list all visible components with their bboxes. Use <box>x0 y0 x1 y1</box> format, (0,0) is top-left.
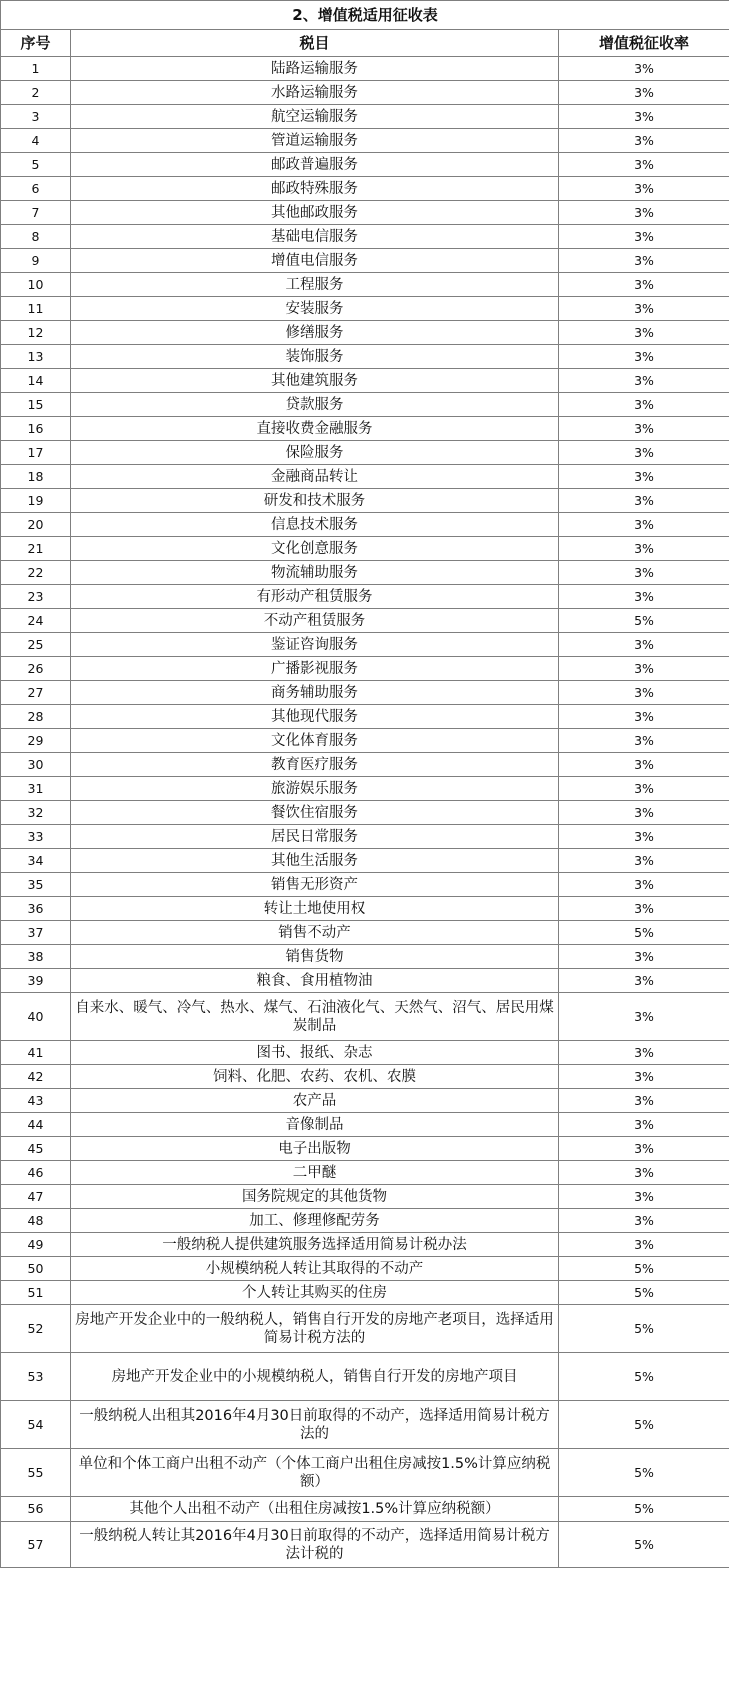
table-row <box>1 993 729 1041</box>
row-item: 一般纳税人转让其2016年4月30日前取得的不动产，选择适用简易计税方法计税的 <box>71 1522 559 1568</box>
row-rate: 3% <box>559 801 729 825</box>
row-item: 销售不动产 <box>71 921 559 945</box>
row-item: 国务院规定的其他货物 <box>71 1185 559 1209</box>
table-row <box>1 177 729 201</box>
row-item: 单位和个体工商户出租不动产（个体工商户出租住房减按1.5%计算应纳税额） <box>71 1449 559 1497</box>
title-row <box>1 1 729 30</box>
row-number: 49 <box>1 1233 71 1257</box>
row-item: 小规模纳税人转让其取得的不动产 <box>71 1257 559 1281</box>
row-item: 信息技术服务 <box>71 513 559 537</box>
row-rate: 5% <box>559 1449 729 1497</box>
row-number: 1 <box>1 57 71 81</box>
row-rate: 5% <box>559 1497 729 1522</box>
row-item: 研发和技术服务 <box>71 489 559 513</box>
row-item: 文化体育服务 <box>71 729 559 753</box>
row-rate: 3% <box>559 897 729 921</box>
row-number: 30 <box>1 753 71 777</box>
row-number: 46 <box>1 1161 71 1185</box>
table-row <box>1 345 729 369</box>
row-item: 其他建筑服务 <box>71 369 559 393</box>
row-rate: 3% <box>559 441 729 465</box>
row-rate: 3% <box>559 777 729 801</box>
table-row <box>1 1065 729 1089</box>
row-number: 18 <box>1 465 71 489</box>
row-rate: 3% <box>559 849 729 873</box>
row-item: 加工、修理修配劳务 <box>71 1209 559 1233</box>
row-number: 11 <box>1 297 71 321</box>
table-row <box>1 273 729 297</box>
row-item: 二甲醚 <box>71 1161 559 1185</box>
row-rate: 3% <box>559 753 729 777</box>
row-item: 邮政普遍服务 <box>71 153 559 177</box>
row-rate: 3% <box>559 465 729 489</box>
row-item: 物流辅助服务 <box>71 561 559 585</box>
row-item: 增值电信服务 <box>71 249 559 273</box>
table-row <box>1 201 729 225</box>
row-number: 47 <box>1 1185 71 1209</box>
table-row <box>1 1281 729 1305</box>
row-number: 52 <box>1 1305 71 1353</box>
row-item: 房地产开发企业中的一般纳税人，销售自行开发的房地产老项目，选择适用简易计税方法的 <box>71 1305 559 1353</box>
row-item: 不动产租赁服务 <box>71 609 559 633</box>
table-row <box>1 321 729 345</box>
row-number: 21 <box>1 537 71 561</box>
row-item: 一般纳税人出租其2016年4月30日前取得的不动产，选择适用简易计税方法的 <box>71 1401 559 1449</box>
row-rate: 3% <box>559 369 729 393</box>
row-number: 34 <box>1 849 71 873</box>
table-row <box>1 801 729 825</box>
row-rate: 3% <box>559 873 729 897</box>
row-number: 15 <box>1 393 71 417</box>
row-number: 43 <box>1 1089 71 1113</box>
row-item: 电子出版物 <box>71 1137 559 1161</box>
row-number: 55 <box>1 1449 71 1497</box>
table-row <box>1 1522 729 1568</box>
table-row <box>1 129 729 153</box>
row-rate: 3% <box>559 129 729 153</box>
row-item: 保险服务 <box>71 441 559 465</box>
row-item: 陆路运输服务 <box>71 57 559 81</box>
row-rate: 5% <box>559 1305 729 1353</box>
table-row <box>1 1401 729 1449</box>
row-rate: 3% <box>559 657 729 681</box>
table-row <box>1 465 729 489</box>
header-no: 序号 <box>1 30 71 57</box>
row-item: 图书、报纸、杂志 <box>71 1041 559 1065</box>
table-row <box>1 57 729 81</box>
row-item: 一般纳税人提供建筑服务选择适用简易计税办法 <box>71 1233 559 1257</box>
row-item: 其他生活服务 <box>71 849 559 873</box>
row-rate: 3% <box>559 393 729 417</box>
row-item: 自来水、暖气、冷气、热水、煤气、石油液化气、天然气、沼气、居民用煤炭制品 <box>71 993 559 1041</box>
row-rate: 3% <box>559 969 729 993</box>
table-row <box>1 897 729 921</box>
row-number: 45 <box>1 1137 71 1161</box>
row-item: 音像制品 <box>71 1113 559 1137</box>
row-item: 有形动产租赁服务 <box>71 585 559 609</box>
row-rate: 3% <box>559 225 729 249</box>
row-rate: 3% <box>559 345 729 369</box>
row-rate: 3% <box>559 417 729 441</box>
row-rate: 3% <box>559 825 729 849</box>
row-rate: 5% <box>559 921 729 945</box>
table-row <box>1 729 729 753</box>
row-number: 42 <box>1 1065 71 1089</box>
row-rate: 3% <box>559 273 729 297</box>
header-rate: 增值税征收率 <box>559 30 729 57</box>
row-number: 31 <box>1 777 71 801</box>
row-number: 53 <box>1 1353 71 1401</box>
row-item: 管道运输服务 <box>71 129 559 153</box>
row-item: 邮政特殊服务 <box>71 177 559 201</box>
row-number: 5 <box>1 153 71 177</box>
table-row <box>1 873 729 897</box>
row-item: 工程服务 <box>71 273 559 297</box>
table-row <box>1 561 729 585</box>
row-number: 25 <box>1 633 71 657</box>
table-body <box>1 57 729 1568</box>
row-number: 29 <box>1 729 71 753</box>
table-row <box>1 393 729 417</box>
table-row <box>1 249 729 273</box>
table-row <box>1 609 729 633</box>
row-item: 个人转让其购买的住房 <box>71 1281 559 1305</box>
row-rate: 3% <box>559 561 729 585</box>
row-item: 修缮服务 <box>71 321 559 345</box>
row-rate: 3% <box>559 681 729 705</box>
row-rate: 3% <box>559 513 729 537</box>
table-row <box>1 489 729 513</box>
row-rate: 3% <box>559 705 729 729</box>
row-number: 28 <box>1 705 71 729</box>
row-number: 24 <box>1 609 71 633</box>
table-row <box>1 441 729 465</box>
table-row <box>1 1137 729 1161</box>
table-row <box>1 1209 729 1233</box>
row-rate: 3% <box>559 201 729 225</box>
row-rate: 3% <box>559 1161 729 1185</box>
row-rate: 3% <box>559 1137 729 1161</box>
row-rate: 3% <box>559 105 729 129</box>
row-rate: 3% <box>559 321 729 345</box>
row-rate: 3% <box>559 1209 729 1233</box>
row-item: 商务辅助服务 <box>71 681 559 705</box>
row-rate: 5% <box>559 1401 729 1449</box>
row-number: 10 <box>1 273 71 297</box>
row-rate: 5% <box>559 1281 729 1305</box>
table-row <box>1 1305 729 1353</box>
row-item: 农产品 <box>71 1089 559 1113</box>
table-row <box>1 777 729 801</box>
row-rate: 3% <box>559 537 729 561</box>
row-rate: 5% <box>559 1257 729 1281</box>
row-item: 安装服务 <box>71 297 559 321</box>
table-row <box>1 417 729 441</box>
row-item: 装饰服务 <box>71 345 559 369</box>
table-row <box>1 681 729 705</box>
table-row <box>1 825 729 849</box>
row-number: 26 <box>1 657 71 681</box>
table-row <box>1 513 729 537</box>
row-item: 金融商品转让 <box>71 465 559 489</box>
row-rate: 3% <box>559 57 729 81</box>
row-number: 27 <box>1 681 71 705</box>
row-rate: 3% <box>559 1113 729 1137</box>
row-item: 房地产开发企业中的小规模纳税人，销售自行开发的房地产项目 <box>71 1353 559 1401</box>
row-rate: 3% <box>559 1185 729 1209</box>
row-item: 粮食、食用植物油 <box>71 969 559 993</box>
table-row <box>1 105 729 129</box>
row-number: 38 <box>1 945 71 969</box>
row-number: 44 <box>1 1113 71 1137</box>
table-row <box>1 153 729 177</box>
row-item: 其他个人出租不动产（出租住房减按1.5%计算应纳税额） <box>71 1497 559 1522</box>
row-number: 22 <box>1 561 71 585</box>
row-number: 16 <box>1 417 71 441</box>
table-row <box>1 585 729 609</box>
row-number: 14 <box>1 369 71 393</box>
row-number: 19 <box>1 489 71 513</box>
row-number: 17 <box>1 441 71 465</box>
row-rate: 3% <box>559 81 729 105</box>
row-rate: 3% <box>559 993 729 1041</box>
table-row <box>1 297 729 321</box>
row-number: 50 <box>1 1257 71 1281</box>
table-row <box>1 657 729 681</box>
row-item: 其他现代服务 <box>71 705 559 729</box>
row-item: 直接收费金融服务 <box>71 417 559 441</box>
table-title: 2、增值税适用征收表 <box>1 1 729 30</box>
row-number: 35 <box>1 873 71 897</box>
row-number: 7 <box>1 201 71 225</box>
row-number: 8 <box>1 225 71 249</box>
row-item: 水路运输服务 <box>71 81 559 105</box>
row-item: 销售货物 <box>71 945 559 969</box>
row-item: 餐饮住宿服务 <box>71 801 559 825</box>
row-number: 9 <box>1 249 71 273</box>
row-rate: 3% <box>559 153 729 177</box>
row-rate: 5% <box>559 1353 729 1401</box>
row-number: 41 <box>1 1041 71 1065</box>
table-row <box>1 1497 729 1522</box>
row-item: 贷款服务 <box>71 393 559 417</box>
row-item: 教育医疗服务 <box>71 753 559 777</box>
row-number: 36 <box>1 897 71 921</box>
row-number: 51 <box>1 1281 71 1305</box>
row-item: 文化创意服务 <box>71 537 559 561</box>
row-number: 40 <box>1 993 71 1041</box>
table-row <box>1 81 729 105</box>
table-row <box>1 1449 729 1497</box>
table-row <box>1 1161 729 1185</box>
row-item: 航空运输服务 <box>71 105 559 129</box>
row-rate: 3% <box>559 585 729 609</box>
row-rate: 5% <box>559 609 729 633</box>
row-item: 居民日常服务 <box>71 825 559 849</box>
row-rate: 3% <box>559 1041 729 1065</box>
table-row <box>1 849 729 873</box>
row-number: 3 <box>1 105 71 129</box>
row-item: 销售无形资产 <box>71 873 559 897</box>
row-item: 其他邮政服务 <box>71 201 559 225</box>
row-number: 37 <box>1 921 71 945</box>
table-row <box>1 1041 729 1065</box>
row-rate: 3% <box>559 633 729 657</box>
row-rate: 3% <box>559 1065 729 1089</box>
row-item: 旅游娱乐服务 <box>71 777 559 801</box>
row-rate: 3% <box>559 297 729 321</box>
row-rate: 3% <box>559 945 729 969</box>
row-number: 54 <box>1 1401 71 1449</box>
table-row <box>1 921 729 945</box>
table-row <box>1 369 729 393</box>
row-item: 鉴证咨询服务 <box>71 633 559 657</box>
row-number: 2 <box>1 81 71 105</box>
row-item: 转让土地使用权 <box>71 897 559 921</box>
table-row <box>1 1353 729 1401</box>
table-row <box>1 945 729 969</box>
row-item: 广播影视服务 <box>71 657 559 681</box>
row-number: 23 <box>1 585 71 609</box>
row-rate: 3% <box>559 729 729 753</box>
row-number: 13 <box>1 345 71 369</box>
row-rate: 5% <box>559 1522 729 1568</box>
row-number: 57 <box>1 1522 71 1568</box>
table-row <box>1 1185 729 1209</box>
row-number: 20 <box>1 513 71 537</box>
table-row <box>1 969 729 993</box>
row-number: 39 <box>1 969 71 993</box>
row-item: 基础电信服务 <box>71 225 559 249</box>
table-row <box>1 1113 729 1137</box>
row-number: 6 <box>1 177 71 201</box>
row-rate: 3% <box>559 489 729 513</box>
table-row <box>1 1089 729 1113</box>
table-row <box>1 1257 729 1281</box>
row-rate: 3% <box>559 1233 729 1257</box>
row-number: 48 <box>1 1209 71 1233</box>
header-item: 税目 <box>71 30 559 57</box>
row-number: 12 <box>1 321 71 345</box>
row-item: 饲料、化肥、农药、农机、农膜 <box>71 1065 559 1089</box>
row-number: 32 <box>1 801 71 825</box>
row-number: 33 <box>1 825 71 849</box>
table-row <box>1 1233 729 1257</box>
row-number: 4 <box>1 129 71 153</box>
table-row <box>1 225 729 249</box>
row-number: 56 <box>1 1497 71 1522</box>
table-row <box>1 633 729 657</box>
table-row <box>1 705 729 729</box>
table-row <box>1 537 729 561</box>
row-rate: 3% <box>559 249 729 273</box>
table-row <box>1 753 729 777</box>
header-row <box>1 30 729 57</box>
row-rate: 3% <box>559 1089 729 1113</box>
row-rate: 3% <box>559 177 729 201</box>
